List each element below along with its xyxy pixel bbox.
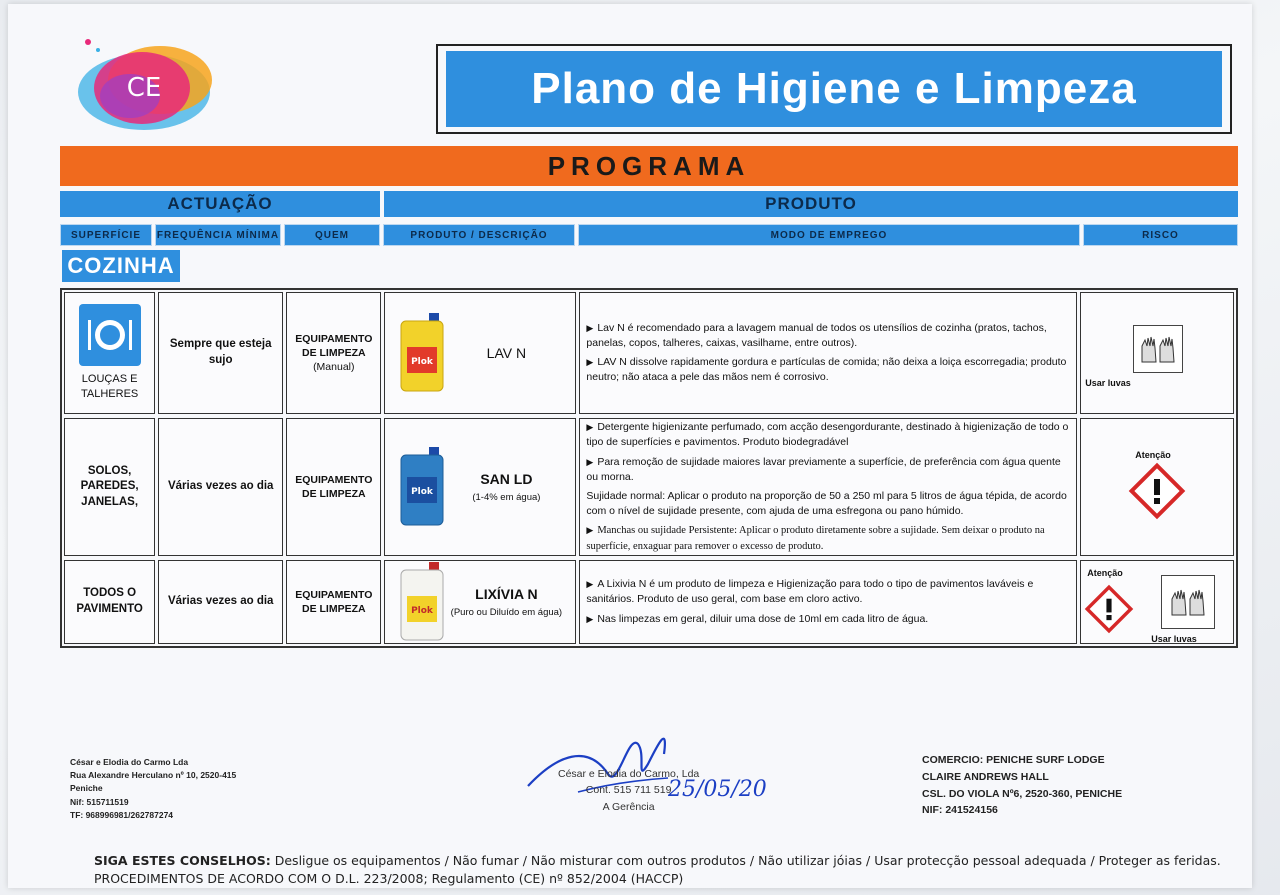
- company-info: [70, 756, 236, 822]
- advice-label: SIGA ESTES CONSELHOS:: [94, 853, 271, 868]
- frequency-cell: Várias vezes ao dia: [158, 560, 283, 644]
- programa-banner: PROGRAMA: [60, 146, 1238, 186]
- bottle-label: Plok: [411, 357, 434, 367]
- mode-cell: [579, 560, 1077, 644]
- mode-line: ▶ Manchas ou sujidade Persistente: Aplicar o produto diretamente sobre a sujidade. Sem deixar o produto na superfície, enxaguar para remover o excesso de produto.: [586, 525, 1045, 552]
- product-name: SAN LD: [480, 470, 533, 487]
- page-title: Plano de Higiene e Limpeza: [446, 51, 1222, 127]
- gloves-icon: [1133, 325, 1183, 373]
- ce-logo: [72, 30, 220, 142]
- plate-cutlery-icon: [79, 304, 141, 366]
- company-nif: Nif: 515711519: [70, 796, 129, 807]
- product-desc: (Puro ou Diluído em água): [450, 606, 563, 618]
- mode-line: ▶ Detergente higienizante perfumado, com acção desengordurante, destinado à higienização de todo o tipo de superfícies e pavimentos. Produto biodegradável: [586, 421, 1069, 449]
- company-city: Peniche: [70, 783, 103, 794]
- lav-n-bottle-icon: [395, 313, 447, 393]
- san-ld-bottle-icon: [395, 447, 447, 527]
- surface-cell: TODOS O PAVIMENTO: [64, 560, 155, 644]
- who-text: EQUIPAMENTO DE LIMPEZA: [295, 332, 373, 359]
- bullet-triangle-icon: ▶: [586, 357, 594, 367]
- safety-advice: [94, 852, 1224, 888]
- col-produto: PRODUTO / DESCRIÇÃO: [383, 224, 575, 246]
- commerce-line: NIF: 241524156: [922, 804, 998, 817]
- company-tel: TF: 968996981/262787274: [70, 809, 174, 820]
- bullet-triangle-icon: ▶: [586, 456, 594, 467]
- plan-table: [60, 288, 1238, 648]
- mode-line: ▶ Lav N é recomendado para a lavagem manual de todos os utensílios de cozinha (pratos, tachos, panelas, copos, talheres, caixas, vasilhame, entre outros).: [586, 321, 1047, 349]
- hazard-exclamation-icon: [1085, 585, 1133, 633]
- risk-gloves-label: Usar luvas: [1151, 634, 1197, 644]
- risk-attention-label: Atenção: [1087, 568, 1123, 578]
- risk-cell: [1080, 418, 1234, 556]
- mode-cell: [579, 418, 1077, 556]
- mode-line: ▶ A Lixivia N é um produto de limpeza e Higienização para todo o tipo de pavimentos laváveis e sanitários. Produto de uso geral, com base em cloro activo.: [586, 578, 1034, 606]
- lixivia-n-bottle-icon: [395, 562, 447, 642]
- bullet-triangle-icon: ▶: [586, 613, 594, 624]
- mode-cell: [579, 292, 1077, 414]
- table-row: [62, 290, 1236, 416]
- product-cell: [384, 418, 576, 556]
- title-frame: [436, 44, 1232, 134]
- logo-text: CE: [126, 73, 162, 103]
- section-actuacao: ACTUAÇÃO: [60, 191, 380, 217]
- risk-attention-label: Atenção: [1135, 450, 1171, 460]
- mode-line: ▶ LAV N dissolve rapidamente gordura e partículas de comida; não deixa a loiça escorregadia; produto neutro; não ataca a pele das mãos nem é corrosivo.: [586, 356, 1067, 384]
- risk-cell: [1080, 292, 1234, 414]
- product-name-block: [447, 344, 565, 363]
- bottle-label: Plok: [411, 606, 434, 616]
- bullet-triangle-icon: ▶: [586, 322, 594, 333]
- area-label: COZINHA: [62, 250, 180, 282]
- mode-line: ▶ Para remoção de sujidade maiores lavar previamente a superfície, de preferência com água quente ou morna.: [586, 455, 1061, 483]
- risk-gloves-label: Usar luvas: [1085, 378, 1131, 388]
- col-modo: MODO DE EMPREGO: [578, 224, 1080, 246]
- who-note: (Manual): [313, 361, 355, 374]
- surface-cell: SOLOS, PAREDES, JANELAS,: [64, 418, 155, 556]
- risk-cell: [1080, 560, 1234, 644]
- col-quem: QUEM: [284, 224, 380, 246]
- hygiene-plan-sheet: [8, 4, 1252, 888]
- stamp-line: A Gerência: [602, 800, 655, 813]
- stamp-date: 25/05/20: [668, 777, 767, 802]
- stamp-line: Cont. 515 711 519: [585, 784, 672, 797]
- advice-text: Desligue os equipamentos / Não fumar / Não misturar com outros produtos / Não utilizar jóias / Usar protecção pessoal adequada / Proteger as feridas. PROCEDIMENTOS DE ACORDO COM O D.L. 223/2008; Regulamento (CE) nº 852/2004 (HACCP): [94, 853, 1221, 887]
- stamp-text: [558, 766, 699, 815]
- product-name: LIXÍVIA N: [475, 585, 538, 602]
- product-name-block: [447, 585, 565, 620]
- hazard-exclamation-icon: [1129, 463, 1185, 519]
- commerce-info: [922, 752, 1122, 819]
- surface-cell: [64, 292, 155, 414]
- bullet-triangle-icon: ▶: [586, 525, 594, 536]
- col-superficie: SUPERFÍCIE: [60, 224, 152, 246]
- gloves-icon: [1161, 575, 1215, 629]
- product-cell: [384, 560, 576, 644]
- who-cell: EQUIPAMENTO DE LIMPEZA: [286, 418, 381, 556]
- col-frequencia: FREQUÊNCIA MÍNIMA: [155, 224, 281, 246]
- stamp-line: César e Elodia do Carmo, Lda: [558, 768, 700, 780]
- section-produto: PRODUTO: [384, 191, 1238, 217]
- bullet-triangle-icon: ▶: [586, 579, 594, 590]
- table-row: [62, 558, 1236, 646]
- who-cell: [286, 292, 381, 414]
- mode-line: Sujidade normal: Aplicar o produto na proporção de 50 a 250 ml para 5 litros de água tépida, de acordo com o nível de sujidade presente, com ajuda de uma esfregona ou pano húmido.: [586, 490, 1067, 518]
- frequency-cell: Sempre que esteja sujo: [158, 292, 283, 414]
- frequency-cell: Várias vezes ao dia: [158, 418, 283, 556]
- surface-text: LOUÇAS E TALHERES: [80, 373, 139, 400]
- bottle-label: Plok: [411, 487, 434, 497]
- col-risco: RISCO: [1083, 224, 1238, 246]
- company-name: César e Elodia do Carmo Lda: [70, 757, 189, 767]
- commerce-line: CSL. DO VIOLA Nº6, 2520-360, PENICHE: [922, 787, 1123, 800]
- product-name: LAV N: [486, 344, 527, 361]
- product-name-block: [447, 470, 565, 505]
- mode-line: ▶ Nas limpezas em geral, diluir uma dose de 10ml em cada litro de água.: [586, 612, 929, 625]
- product-desc: (1-4% em água): [472, 491, 541, 503]
- who-cell: EQUIPAMENTO DE LIMPEZA: [286, 560, 381, 644]
- bullet-triangle-icon: ▶: [586, 422, 594, 433]
- company-address: Rua Alexandre Herculano nº 10, 2520-415: [70, 770, 237, 781]
- commerce-line: CLAIRE ANDREWS HALL: [922, 770, 1049, 783]
- product-cell: [384, 292, 576, 414]
- commerce-line: COMERCIO: PENICHE SURF LODGE: [922, 754, 1105, 766]
- table-row: [62, 416, 1236, 558]
- column-headers: [60, 224, 1238, 246]
